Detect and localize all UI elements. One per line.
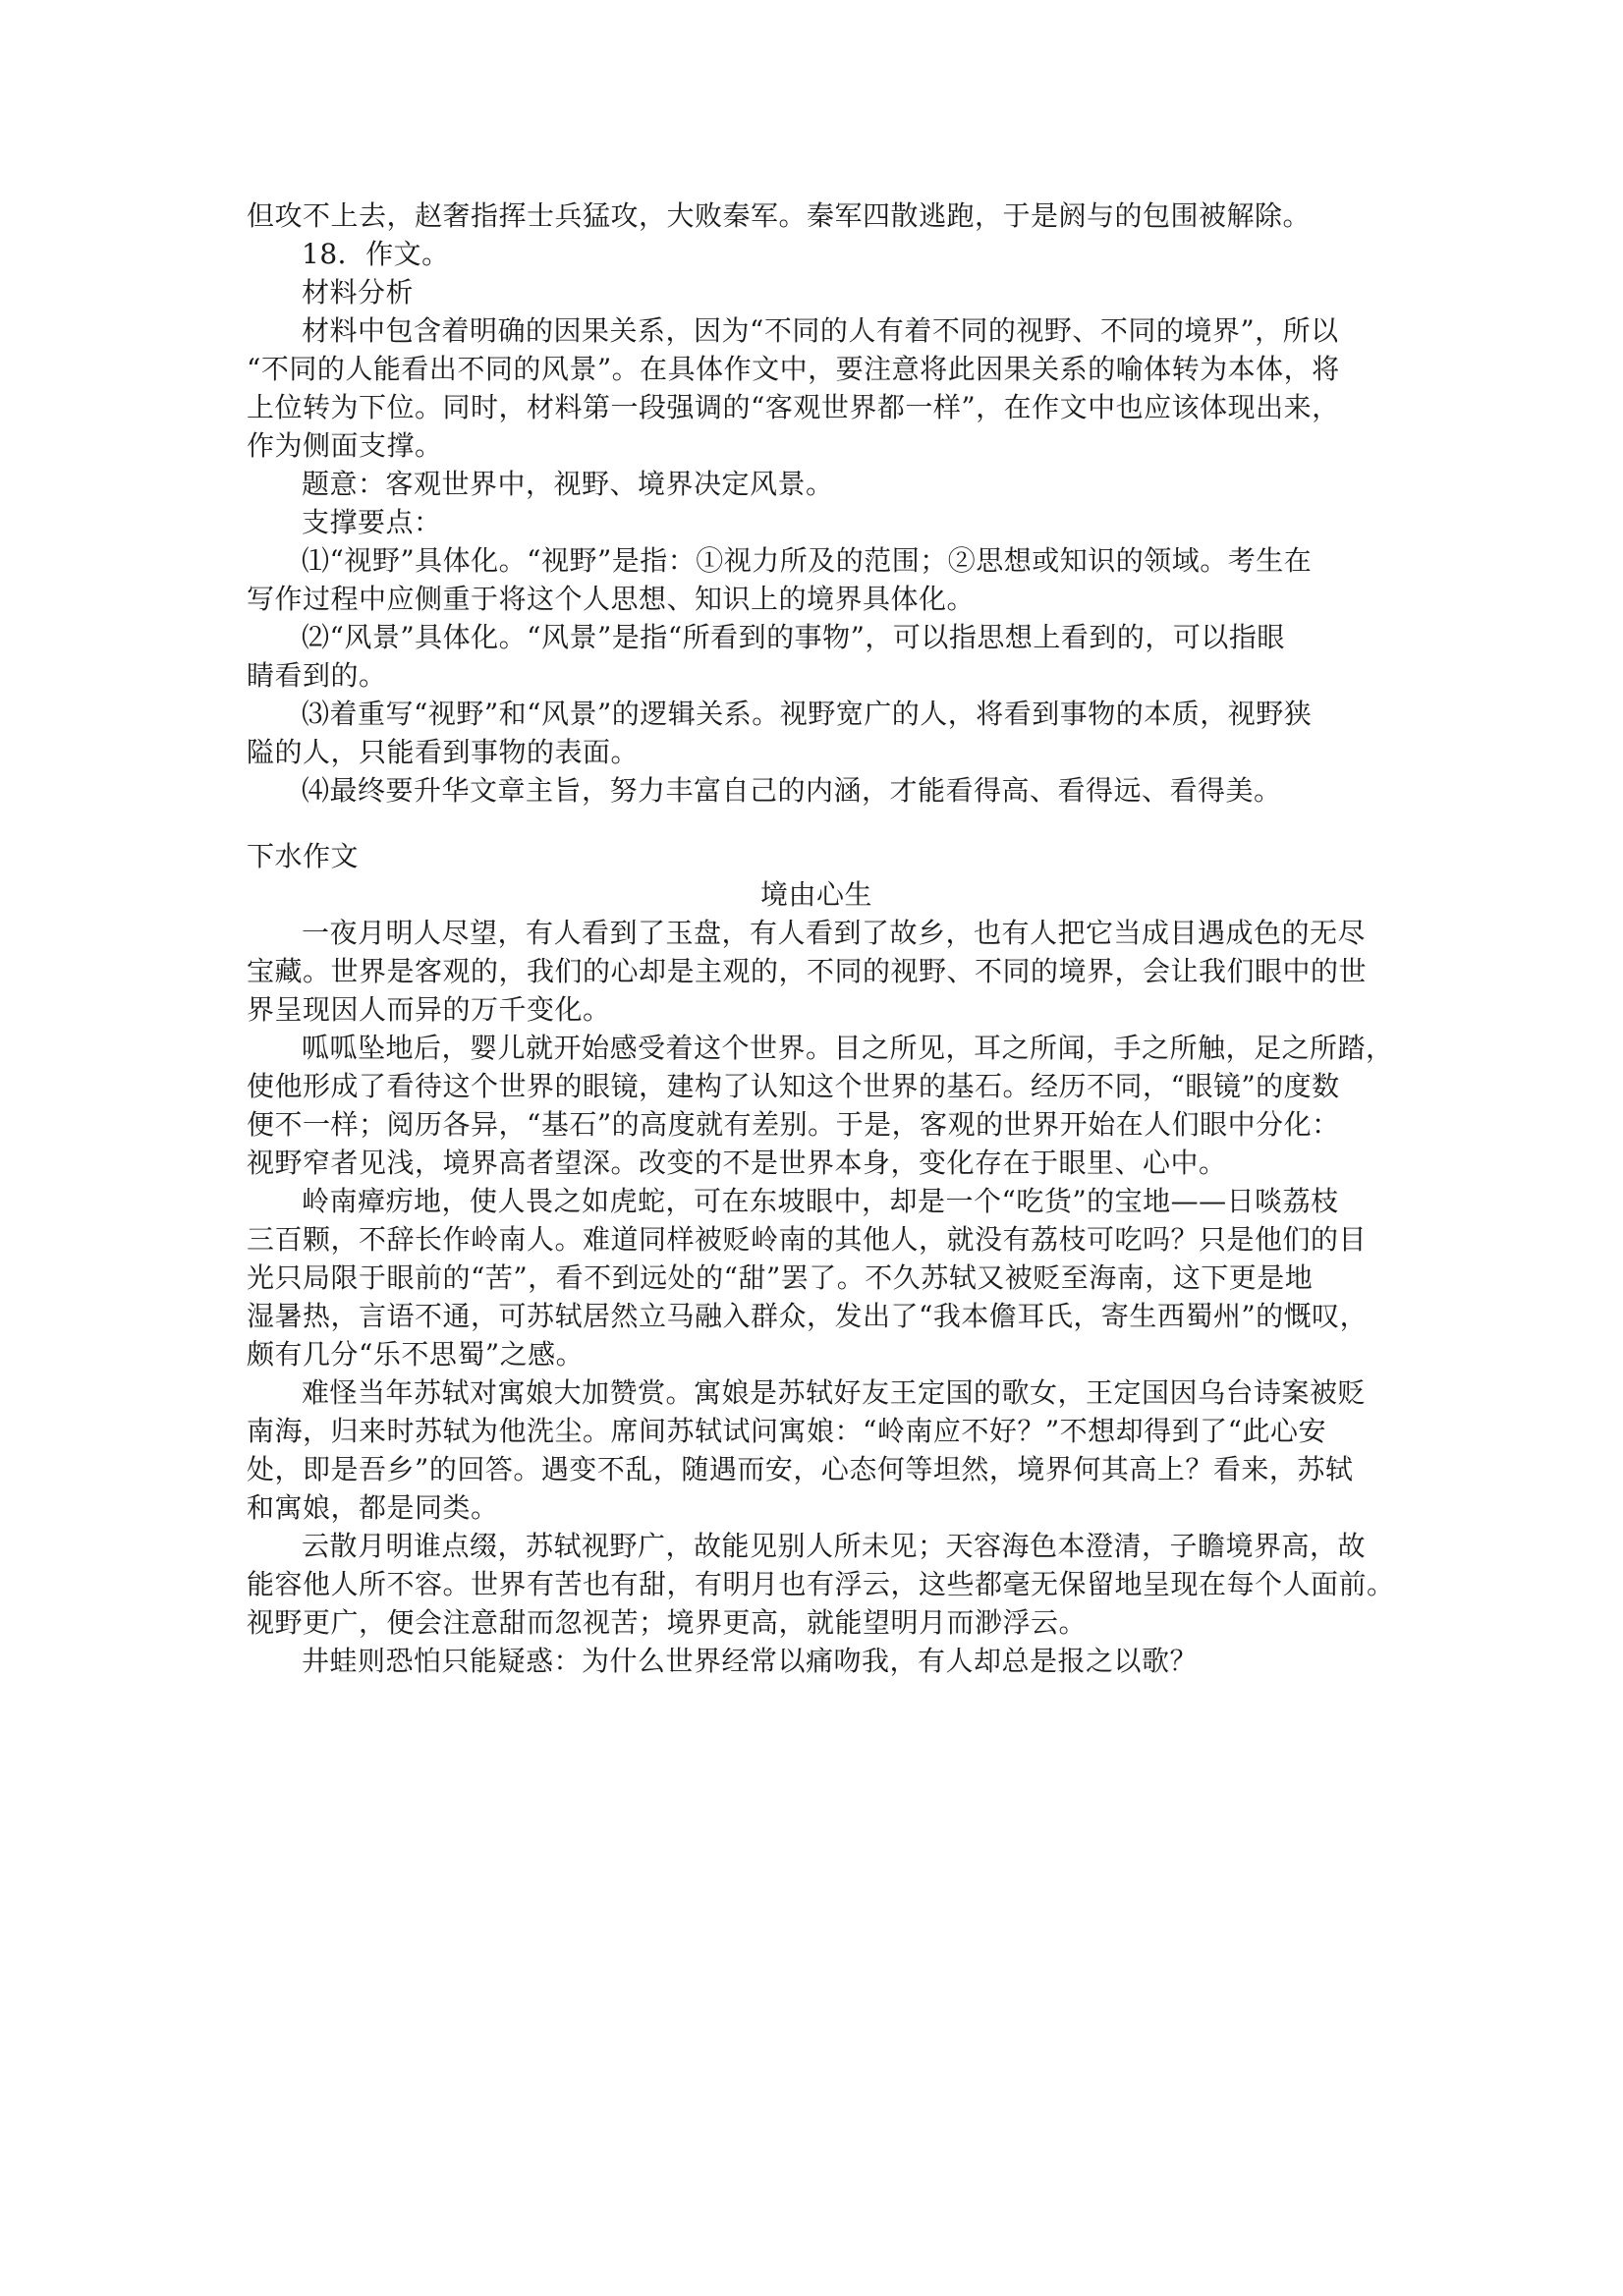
text-line: ⑴“视野”具体化。“视野”是指：①视力所及的范围；②思想或知识的领域。考生在 — [302, 544, 1313, 577]
text-line: 隘的人，只能看到事物的表面。 — [247, 736, 640, 768]
essay-title: 境由心生 — [759, 878, 872, 911]
essay-section — [247, 837, 1395, 1680]
support-heading: 支撑要点： — [302, 506, 442, 538]
support-point — [247, 695, 1386, 771]
support-point — [247, 541, 1386, 618]
text-line: 写作过程中应侧重于将这个人思想、知识上的境界具体化。 — [247, 583, 976, 615]
essay-section-label: 下水作文 — [247, 840, 360, 872]
support-point — [247, 618, 1386, 695]
text-line: 界呈现因人而异的万千变化。 — [247, 993, 611, 1026]
text-line: 南海，归来时苏轼为他洗尘。席间苏轼试问寓娘：“岭南应不好？”不想却得到了“此心安 — [247, 1415, 1326, 1447]
text-line: 处，即是吾乡”的回答。遇变不乱，随遇而安，心态何等坦然，境界何其高上？看来，苏轼 — [247, 1453, 1354, 1485]
text-line: 宝藏。世界是客观的，我们的心却是主观的，不同的视野、不同的境界，会让我们眼中的世 — [247, 955, 1368, 987]
text-line: 光只局限于眼前的“苦”，看不到远处的“甜”罢了。不久苏轼又被贬至海南，这下更是地 — [247, 1261, 1314, 1294]
text-line: 能容他人所不容。世界有苦也有甜，有明月也有浮云，这些都毫无保留地呈现在每个人面前。 — [247, 1568, 1395, 1600]
text-line: 便不一样；阅历各异，“基石”的高度就有差别。于是，客观的世界开始在人们眼中分化： — [247, 1108, 1340, 1141]
text-line: 三百颗，不辞长作岭南人。难道同样被贬岭南的其他人，就没有荔枝可吃吗？只是他们的目 — [247, 1223, 1368, 1256]
text-line: 颇有几分“乐不思蜀”之感。 — [247, 1338, 585, 1371]
essay-paragraph — [247, 1642, 1386, 1680]
text-line: 视野更广，便会注意甜而忽视苦；境界更高，就能望明月而渺浮云。 — [247, 1606, 1088, 1639]
question-18-label: 18．作文。 — [302, 238, 450, 270]
answer-section — [247, 196, 1386, 810]
text-line: 作为侧面支撑。 — [247, 429, 443, 462]
text-line: 云散月明谁点缀，苏轼视野广，故能见别人所未见；天容海色本澄清，子瞻境界高，故 — [302, 1530, 1367, 1562]
text-line: 呱呱坠地后，婴儿就开始感受着这个世界。目之所见，耳之所闻，手之所触，足之所踏， — [302, 1032, 1394, 1064]
text-line: 上位转为下位。同时，材料第一段强调的“客观世界都一样”，在作文中也应该体现出来， — [247, 391, 1340, 423]
text-line: 岭南瘴疠地，使人畏之如虎蛇，可在东坡眼中，却是一个“吃货”的宝地——日啖荔枝 — [302, 1185, 1339, 1217]
text-line: 难怪当年苏轼对寓娘大加赞赏。寓娘是苏轼好友王定国的歌女，王定国因乌台诗案被贬 — [302, 1376, 1367, 1409]
text-line: “不同的人能看出不同的风景”。在具体作文中，要注意将此因果关系的喻体转为本体，将 — [247, 353, 1340, 385]
answer-17-tail: 但攻不上去，赵奢指挥士兵猛攻，大败秦军。秦军四散逃跑，于是阏与的包围被解除。 — [247, 199, 1312, 232]
text-line: 使他形成了看待这个世界的眼镜，建构了认知这个世界的基石。经历不同，“眼镜”的度数 — [247, 1070, 1340, 1102]
text-line: 睛看到的。 — [247, 659, 387, 692]
theme-line: 题意：客观世界中，视野、境界决定风景。 — [302, 468, 834, 500]
text-line: ⑵“风景”具体化。“风景”是指“所看到的事物”，可以指思想上看到的，可以指眼 — [302, 621, 1285, 653]
essay-paragraph — [247, 1373, 1386, 1527]
support-point — [247, 771, 1386, 810]
text-line: ⑷最终要升华文章主旨，努力丰富自己的内涵，才能看得高、看得远、看得美。 — [302, 774, 1282, 807]
text-line: 井蛙则恐怕只能疑惑：为什么世界经常以痛吻我，有人却总是报之以歌？ — [302, 1645, 1199, 1677]
essay-paragraph — [247, 1029, 1394, 1182]
text-line: 一夜月明人尽望，有人看到了玉盘，有人看到了故乡，也有人把它当成目遇成色的无尽 — [302, 917, 1367, 949]
text-line: 视野窄者见浅，境界高者望深。改变的不是世界本身，变化存在于眼里、心中。 — [247, 1147, 1227, 1179]
analysis-heading: 材料分析 — [302, 276, 415, 308]
text-line: ⑶着重写“视野”和“风景”的逻辑关系。视野宽广的人，将看到事物的本质，视野狭 — [302, 698, 1313, 730]
essay-paragraph — [247, 1182, 1386, 1373]
essay-paragraph — [247, 914, 1386, 1029]
text-line: 湿暑热，言语不通，可苏轼居然立马融入群众，发出了“我本儋耳氏，寄生西蜀州”的慨叹， — [247, 1300, 1369, 1332]
text-line: 材料中包含着明确的因果关系，因为“不同的人有着不同的视野、不同的境界”，所以 — [302, 314, 1339, 347]
analysis-paragraph — [247, 311, 1386, 465]
text-line: 和寓娘，都是同类。 — [247, 1491, 499, 1524]
essay-paragraph — [247, 1527, 1395, 1642]
